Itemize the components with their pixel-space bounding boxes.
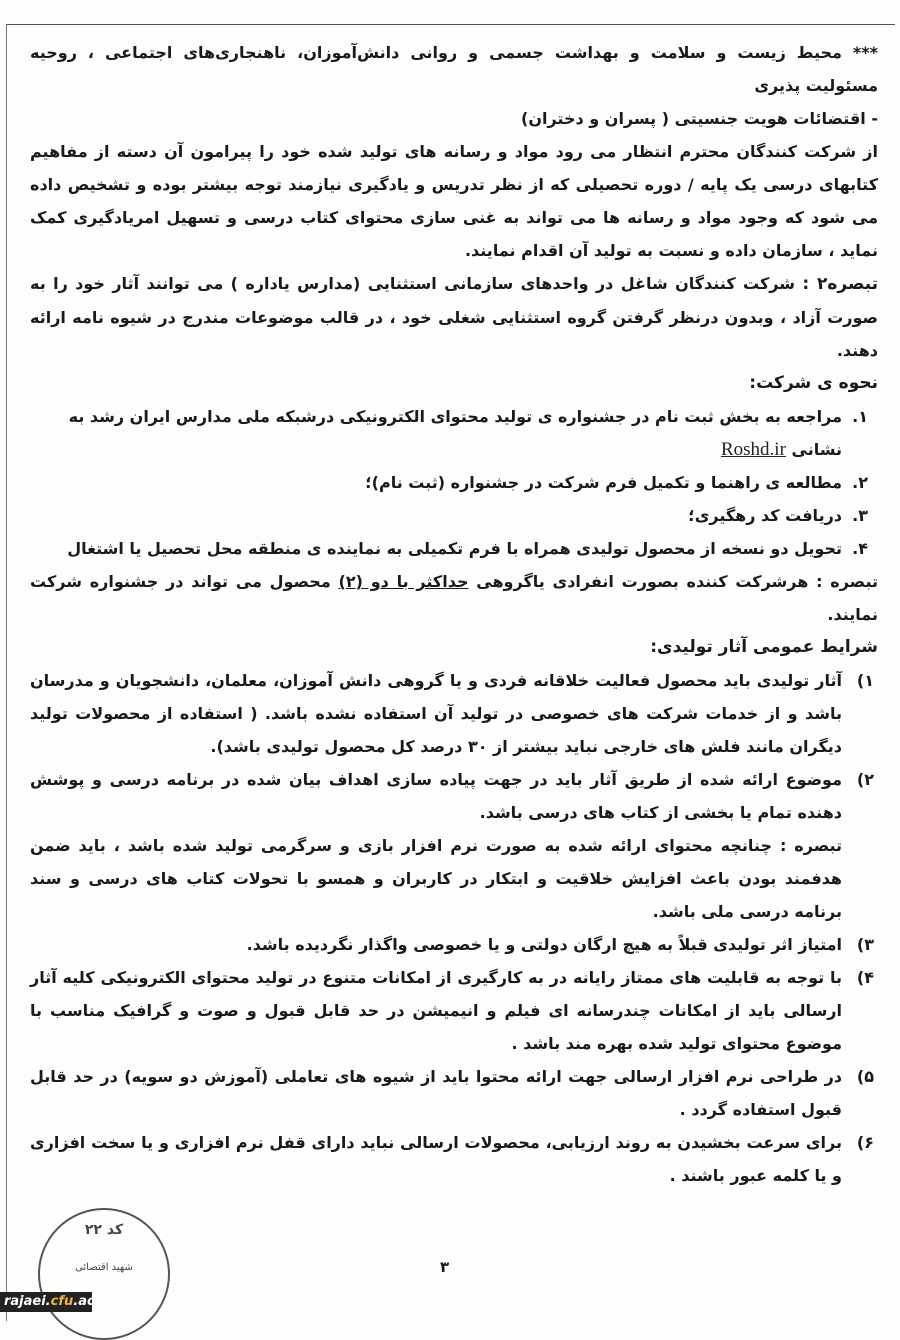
participation-steps [30, 400, 878, 565]
note-2-text: شرکت کنندگان شاغل در واحدهای سازمانی استثنایی (مدارس یاداره ) می توانند آثار خود را به صورت آزاد ، وبدون درنظر گرفتن گروه استثنایی شغلی خود ، در قالب موضوعات مندرج در شیوه نامه ارائه دهند. [30, 274, 878, 360]
watermark-prefix: rajaei. [4, 1294, 51, 1309]
step-text: مراجعه به بخش ثبت نام در جشنواره ی تولید محتوای الکترونیکی درشبکه ملی مدارس ایران رشد به [68, 407, 842, 426]
site-watermark [0, 1292, 111, 1312]
condition-text: برای سرعت بخشیدن به روند ارزیابی، محصولات ارسالی نباید دارای قفل نرم افزاری و یا سخت افزاری و یا کلمه عبور باشند . [30, 1133, 842, 1185]
note-text: محصول می تواند در جشنواره شرکت نمایند. [30, 572, 878, 624]
watermark-highlight: cfu [50, 1294, 74, 1309]
condition-number: ۵) [856, 1067, 874, 1086]
roshd-link[interactable]: Roshd.ir [720, 439, 786, 460]
note-underlined: حداکثر با دو (۲) [338, 572, 469, 591]
step-text: مطالعه ی راهنما و تکمیل فرم شرکت در جشنواره (ثبت نام)؛ [365, 473, 842, 492]
intro-paragraph: از شرکت کنندگان محترم انتظار می رود مواد و رسانه های تولید شده خود را پیرامون آن دسته از مفاهیم کتابهای درسی یک پایه / دوره تحصیلی که از نظر تدریس و یادگیری نیازمند توجه بیشتر بوده و تشخیص داده می شود که وجود مواد و رسانه ها می تواند به غنی سازی محتوای کتاب درسی و تسهیل امریادگیری کمک نماید ، سازمان داده و نسبت به تولید آن اقدام نمایند. [30, 142, 878, 260]
watermark-suffix: .ac.ir [73, 1294, 111, 1309]
participation-step [30, 400, 878, 466]
condition-item [30, 1126, 878, 1192]
step-text: دریافت کد رهگیری؛ [688, 506, 842, 525]
note-2 [30, 267, 878, 367]
condition-item [30, 763, 878, 928]
step-number: ۴. [852, 539, 868, 558]
conditions-heading: شرایط عمومی آثار تولیدی: [650, 637, 878, 657]
condition-number: ۶) [856, 1133, 874, 1152]
step-text: تحویل دو نسخه از محصول تولیدی همراه با فرم تکمیلی به نماینده ی منطقه محل تحصیل یا اشتغال [67, 539, 842, 558]
participation-step [30, 499, 878, 532]
step-text-cont: نشانی [791, 440, 842, 459]
step-number: ۱. [852, 407, 868, 426]
condition-number: ۴) [856, 968, 874, 987]
condition-item [30, 664, 878, 763]
condition-item [30, 1060, 878, 1126]
official-stamp-icon [38, 1208, 170, 1340]
stamp-code: کد ۲۲ [84, 1222, 124, 1238]
condition-text: در طراحی نرم افزار ارسالی جهت ارائه محتوا باید از شیوه های تعاملی (آموزش دو سویه) در حد قابل قبول استفاده گردد . [30, 1067, 842, 1119]
page-number: ۳ [440, 1258, 450, 1276]
condition-number: ۳) [856, 935, 874, 954]
condition-number: ۱) [856, 671, 874, 690]
intro-line-2: - اقتضائات هویت جنسیتی ( پسران و دختران) [521, 109, 878, 128]
participation-heading: نحوه ی شرکت: [749, 373, 878, 393]
condition-text: آثار تولیدی باید محصول فعالیت خلاقانه فردی و یا گروهی دانش آموزان، معلمان، دانشجویان و مدرسان باشد و از خدمات شرکت های خصوصی در تولید آن استفاده نشده باشد. ( استفاده از محصولات تولید دیگران مانند فلش های خارجی نباید بیشتر از ۳۰ درصد کل محصول تولیدی باشد). [30, 671, 842, 756]
condition-text: با توجه به قابلیت های ممتاز رایانه در به کارگیری از امکانات متنوع در تولید محتوای الکترونیکی کلیه آثار ارسالی باید از امکانات چندرسانه ای فیلم و انیمیشن در حد قابل قبول و صوت و گرافیک مناسب با موضوع محتوای تولید شده بهره مند باشد . [30, 968, 842, 1053]
condition-item [30, 961, 878, 1060]
conditions-list [30, 664, 878, 1192]
condition-text: امتیاز اثر تولیدی قبلاً به هیچ ارگان دولتی و یا خصوصی واگذار نگردیده باشد. [246, 935, 842, 954]
condition-item [30, 928, 878, 961]
document-body [30, 36, 878, 1192]
participation-step [30, 466, 878, 499]
note-2-label: تبصره۲ : [802, 274, 879, 294]
condition-number: ۲) [856, 770, 874, 789]
stamp-text: شهید اقتصائی [75, 1262, 133, 1273]
intro-line-1: *** محیط زیست و سلامت و بهداشت جسمی و روانی دانش‌آموزان، ناهنجاری‌های اجتماعی ، روحیه مسئولیت پذیری [30, 43, 878, 95]
participation-note [30, 565, 878, 631]
condition-note: تبصره : چنانچه محتوای ارائه شده به صورت نرم افزار بازی و سرگرمی تولید شده باشد ، باید ضمن هدفمند بودن باعث افزایش خلاقیت و ابتکار در کاربران و همسو با تحولات کتاب های درسی و سند برنامه درسی ملی باشد. [30, 836, 842, 921]
step-number: ۳. [852, 506, 868, 525]
note-text: تبصره : هرشرکت کننده بصورت انفرادی یاگروهی [468, 572, 878, 591]
participation-step [30, 532, 878, 565]
condition-text: موضوع ارائه شده از طریق آثار باید در جهت پیاده سازی اهداف بیان شده در برنامه درسی و پوشش دهنده تمام یا بخشی از کتاب های درسی باشد. [30, 770, 842, 822]
step-number: ۲. [852, 473, 868, 492]
